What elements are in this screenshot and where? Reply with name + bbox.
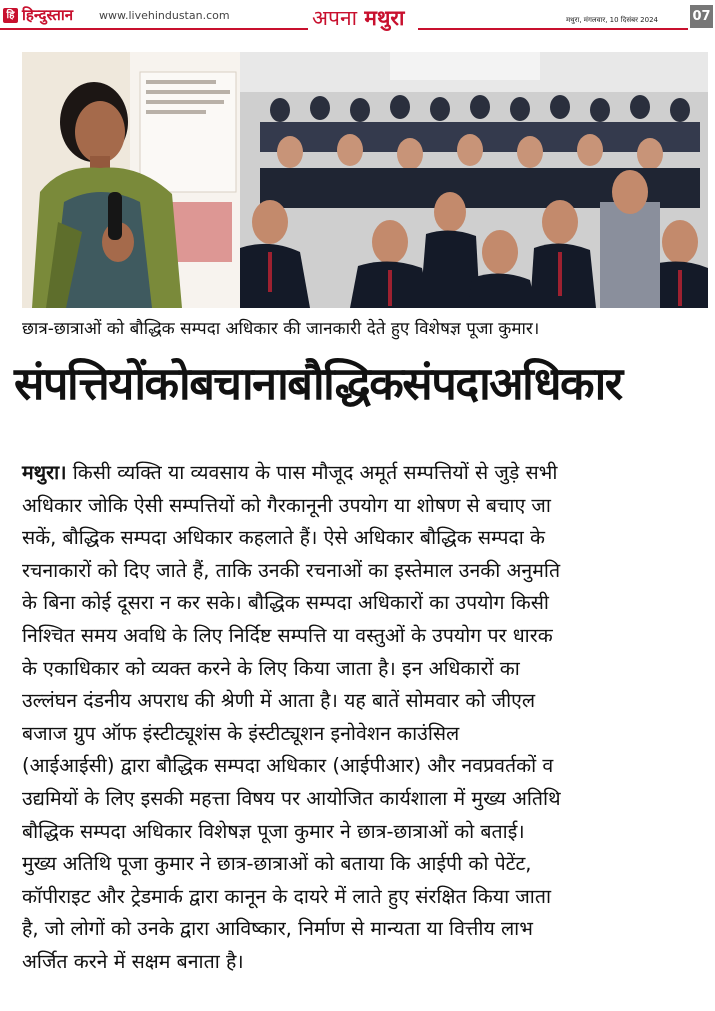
article-line (22, 457, 714, 490)
article-line: सकें, बौद्धिक सम्पदा अधिकार कहलाते हैं। ऐसे अधिकार बौद्धिक सम्पदा के (22, 526, 545, 550)
website-link[interactable]: www.livehindustan.com (99, 9, 230, 22)
article-place: मथुरा। (22, 461, 67, 484)
speaker-photo (22, 52, 240, 308)
article-line: निश्चित समय अवधि के लिए निर्दिष्ट सम्पत्ति या वस्तुओं के उपयोग पर धारक (22, 623, 553, 647)
article-line: उल्लंघन दंडनीय अपराध की श्रेणी में आता है। यह बातें सोमवार को जीएल (22, 689, 536, 713)
edition-dateline: मथुरा, मंगलवार, 10 दिसंबर 2024 (566, 16, 658, 24)
article-line: बजाज ग्रुप ऑफ इंस्टीट्यूशंस के इंस्टीट्यूशन इनोवेशन काउंसिल (22, 721, 460, 745)
headline: संपत्तियोंकोबचानाबौद्धिकसंपदाअधिकार (14, 357, 622, 410)
article-line: (आईआईसी) द्वारा बौद्धिक सम्पदा अधिकार (आईपीआर) और नवप्रवर्तकों व (22, 754, 554, 778)
article-line: रचनाकारों को दिए जाते हैं, ताकि उनकी रचनाओं का इस्तेमाल उनकी अनुमति (22, 558, 561, 582)
brand-name: हिन्दुस्तान (22, 6, 74, 24)
article-line: अर्जित करने में सक्षम बनाता है। (22, 949, 244, 973)
article-line: कॉपीराइट और ट्रेडमार्क द्वारा कानून के दायरे में लाते हुए संरक्षित किया जाता (22, 884, 552, 908)
photo-caption: छात्र-छात्राओं को बौद्धिक सम्पदा अधिकार की जानकारी देते हुए विशेषज्ञ पूजा कुमार। (22, 319, 540, 339)
article-line: बौद्धिक सम्पदा अधिकार विशेषज्ञ पूजा कुमार ने छात्र-छात्राओं को बताई। (22, 819, 525, 843)
section-title-part2: मथुरा (364, 6, 405, 30)
audience-photo (240, 52, 708, 308)
article-line-text: किसी व्यक्ति या व्यवसाय के पास मौजूद अमूर्त सम्पत्तियों से जुड़े सभी (66, 461, 558, 484)
masthead-rule-left (0, 28, 308, 30)
audience-photo-illustration (240, 52, 708, 308)
article-line: मुख्य अतिथि पूजा कुमार ने छात्र-छात्राओं को बताया कि आईपी को पेटेंट, (22, 852, 532, 876)
section-title-part1: अपना (312, 6, 358, 30)
section-title (312, 4, 404, 32)
page-number: 07 (690, 5, 713, 28)
masthead (0, 0, 715, 36)
article-line: के एकाधिकार को व्यक्त करने के लिए किया जाता है। इन अधिकारों का (22, 656, 520, 680)
masthead-rule-right (418, 28, 688, 30)
article-line: के बिना कोई दूसरा न कर सके। बौद्धिक सम्पदा अधिकारों का उपयोग किसी (22, 591, 549, 615)
article-line: अधिकार जोकि ऐसी सम्पत्तियों को गैरकानूनी उपयोग या शोषण से बचाए जा (22, 493, 551, 517)
article-line: उद्यमियों के लिए इसकी महत्ता विषय पर आयोजित कार्यशाला में मुख्य अतिथि (22, 786, 561, 810)
article-body (22, 457, 714, 979)
brand-logo-icon: हि (3, 8, 18, 23)
article-line: है, जो लोगों को उनके द्वारा आविष्कार, निर्माण से मान्यता या वित्तीय लाभ (22, 917, 533, 941)
speaker-photo-illustration (22, 52, 240, 308)
